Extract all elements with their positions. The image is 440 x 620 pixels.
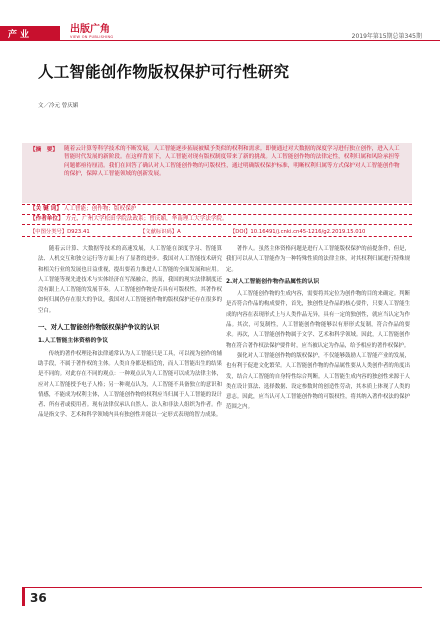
footer-rule bbox=[22, 587, 422, 588]
journal-logo-en: VIEW ON PUBLISHING bbox=[70, 35, 114, 39]
page-number-bar bbox=[22, 588, 25, 606]
keywords-row bbox=[30, 205, 420, 213]
body-paragraph: 著作人。虽然主体资格问题是进行人工智能版权保护的前提条件，但是，我们可以从人工智能作为一种特殊性质的法律主体，对其权利归属进行特殊规定。 bbox=[226, 246, 410, 273]
journal-logo bbox=[70, 24, 113, 39]
abstract-label: 【摘 要】 bbox=[30, 147, 58, 153]
section-heading: 一、对人工智能创作物版权保护争议的认识 bbox=[38, 323, 160, 332]
section-label: 产业 bbox=[8, 30, 33, 40]
article-authors: 文／冷元 曾庆媚 bbox=[38, 103, 79, 109]
author-info-text: 方元，广州大学松田学院法政系；曾庆媚，华南理工大学法学院。 bbox=[65, 216, 228, 222]
document-code: 【文献标识码】A bbox=[140, 229, 181, 235]
divider bbox=[22, 224, 412, 225]
body-paragraph: 传统的著作权理论和法律通常认为人工智能只是工具，可以视为创作的辅助手段，不属于著作权的主体。人类自身都是相近的，而人工智能出生的结果是不同的。对此存在不同的观点：一种观点认为人工智能可以成为法律主体，应对人工智能授予电子人格；另一种观点认为，人工智能不具备独立的意识和情感，不能成为权利主体，人工智能创作物的权利应当归属于人工智能的设计者、所有者或使用者。现有法律仅承认自然人、法人和非法人组织为作者。作品是指文学、艺术和科学领域内具有独创性并能以一定形式表现的智力成果。 bbox=[38, 350, 222, 419]
body-column-right bbox=[226, 244, 410, 413]
subsection-heading: 1.人工智能主体资格的争议 bbox=[38, 338, 109, 345]
intro-paragraph: 随着云计算、大数据等技术的高速发展，人工智能在深度学习、智能算法、人机交互和独立运行等方面上有了显著的进步。我国对人工智能技术研究和相关行业的发展也日益重视，提出要着力推进人工智能的全面发展和应用。人工智能等现先进技术与实体经济在写深融合，然而，我国的现实法律制度还没有跟上人工智能的发展节奏。人工智能创作物是否具有可版权性，其著作权如何归属仍存在很大的争议，我国对人工智能创作物的版权保护还存在很多的空白。 bbox=[38, 246, 222, 314]
divider bbox=[22, 236, 412, 237]
subsection-heading: 2.对人工智能创作物作品属性的认识 bbox=[226, 278, 320, 285]
doi: 【DOI】10.16491/j.cnki.cn45-1216/g2.2019.15.010 bbox=[230, 229, 366, 235]
issue-info: 2019年第15期总第345期 bbox=[351, 33, 422, 40]
abstract-text: 随着云计算等科学技术的不断发展，人工智能逐步拓展被赋予类似的权利和需求。即便通过对大数据的深度学习进行独立创作，进入人工智能时代发展的新阶段。在这样背景下，人工智能对现有版权制度带来了新的挑战。人工智能创作物的法律定性，权利归属和风险承担等问题都亟待厘清。我们在回答了确认对人工智能创作物的可版权性，通过明确版权保护标准，明晰权利归属等方式保护对人工智能创作物的保护，保障人工智能领域的创新发展。 bbox=[64, 146, 400, 177]
body-paragraph: 人工智能创作物的生成内容，需要将其定位为创作物的目的来确定。判断是否符合作品的构成要件，首先，独创性是作品的核心要件，只要人工智能生成的内容在表现形式上与人类作品无异，具有一定的独创性，就应当认定为作品。其次，可复制性，人工智能创作物能够以有形形式复制，符合作品的要求。再次，人工智能创作物属于文学、艺术和科学领域。因此，人工智能创作物在符合著作权法保护要件时，应当被认定为作品，给予相应的著作权保护。 bbox=[226, 291, 410, 349]
keywords-text: 人工智能；创作物；版权保护 bbox=[63, 206, 137, 212]
body-paragraph: 强化对人工智能创作物的版权保护，不仅能够鼓励人工智能产业的发展，也有利于促进文化繁荣。人工智能创作物的作品属性要从人类创作者的角度出发，结合人工智能的自身特性综合判断。人工智能生成内容的独创性来源于人类在设计算法、选择数据、设定参数时的创造性劳动，其本质上体现了人类的意志。因此，应当认可人工智能创作物的可版权性，将其纳入著作权法的保护范围之内。 bbox=[226, 352, 410, 411]
author-info-label: 【作者单位】 bbox=[30, 216, 64, 222]
journal-logo-cn: 出版广角 bbox=[70, 24, 110, 35]
article-title: 人工智能创作物版权保护可行性研究 bbox=[38, 63, 290, 81]
page-number: 36 bbox=[30, 591, 47, 605]
keywords-label: 【关 键 词】 bbox=[30, 206, 62, 212]
header-rule bbox=[0, 40, 440, 41]
body-column-left bbox=[38, 244, 222, 421]
meta-row bbox=[22, 226, 412, 236]
clc-code: 【中图分类号】D923.41 bbox=[30, 229, 90, 235]
author-info-row bbox=[30, 215, 420, 223]
